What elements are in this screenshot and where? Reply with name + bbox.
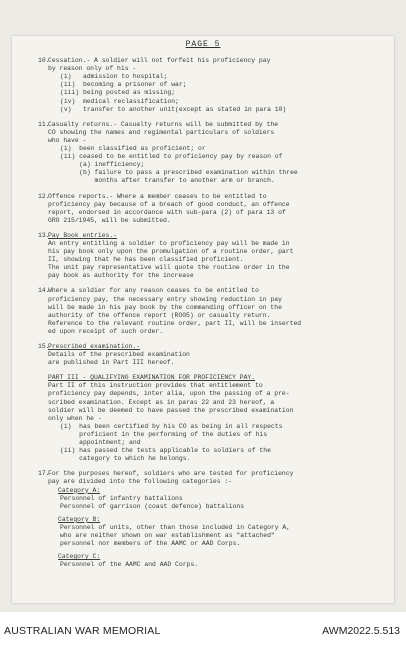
category-line: who are neither shown on war establishment as "attached"	[60, 531, 275, 539]
paragraph-number: 10.	[38, 57, 50, 65]
list-item: proficient in the performing of the duties of his	[60, 430, 268, 438]
spacer	[48, 569, 358, 574]
text-line: will be made in his pay book by the commanding officer on the	[48, 303, 282, 311]
paragraph-number: 17.	[38, 470, 50, 478]
list-item: (i) admission to hospital;	[60, 73, 168, 81]
text-line: The unit pay representative will quote the routine order in the	[48, 264, 290, 272]
category-line: personnel nor members of the AAMC or AAD Corps.	[60, 540, 241, 548]
paragraph	[38, 470, 358, 574]
paragraph	[38, 120, 358, 186]
text-line: proficiency pay because of a breach of good conduct, an offence	[48, 200, 290, 208]
text-line: authority of the offence report (RO05) or casualty return.	[48, 311, 271, 319]
text-line: GRO 215/1945, will be submitted.	[48, 216, 171, 224]
list-item: (ii) becoming a prisoner of war;	[60, 81, 187, 89]
text-line: Offence reports.- Where a member ceases to be entitled to	[48, 192, 267, 200]
archive-name: AUSTRALIAN WAR MEMORIAL	[4, 625, 161, 637]
list-item: (v) transfer to another unit(except as stated in para 10)	[60, 105, 287, 113]
paragraph	[38, 231, 358, 281]
text-line: Cessation.- A soldier will not forfeit his proficiency pay	[48, 57, 271, 65]
page-title: PAGE 5	[185, 40, 221, 49]
list-item: (i) been classified as proficient; or	[60, 145, 206, 153]
text-line: An entry entitling a soldier to proficiency pay will be made in	[48, 239, 290, 247]
text-line: proficiency pay, the necessary entry showing reduction in pay	[48, 295, 282, 303]
category-line: Personnel of garrison (coast defence) battalions	[60, 502, 245, 510]
text-line: For the purposes hereof, soldiers who are tested for proficiency	[48, 470, 294, 478]
text-line: are published in Part III hereof.	[48, 359, 175, 367]
paragraph	[38, 287, 358, 336]
paragraph-number: 11.	[38, 120, 50, 128]
paragraph-list	[38, 57, 358, 574]
category-line: Personnel of infantry battalions	[60, 494, 183, 502]
text-line: Details of the prescribed examination	[48, 351, 190, 359]
category-line: Personnel of units, other than those included in Category A,	[60, 523, 291, 531]
list-item: (iii) being posted as missing;	[60, 89, 176, 97]
list-item: appointment; and	[60, 439, 141, 447]
paragraph	[38, 57, 358, 114]
text-line: scribed examination. Except as in paras 22 and 23 hereof, a	[48, 398, 275, 406]
category-title: Category C:	[58, 553, 101, 561]
paragraph-number: 14.	[38, 287, 50, 295]
paragraph-heading: PART III - QUALIFYING EXAMINATION FOR PROFICIENCY PAY.	[48, 374, 256, 382]
list-item: (ii) has passed the tests applicable to soldiers of the	[60, 447, 271, 455]
text-line: only when he -	[48, 414, 102, 422]
text-line: CO showing the names and regimental particulars of soldiers	[48, 128, 275, 136]
text-line: by reason only of his -	[48, 65, 137, 73]
list-item: (b) failure to pass a prescribed examination within three	[60, 169, 298, 177]
text-line: his pay book only upon the promulgation of a routine order, part	[48, 248, 294, 256]
list-item: months after transfer to another arm or branch.	[60, 177, 275, 185]
text-line: pay are divided into the following categories :-	[48, 478, 233, 486]
category-title: Category A:	[58, 486, 101, 494]
text-line: Casualty returns.- Casualty returns will be submitted by the	[48, 120, 279, 128]
paragraph-heading: Pay Book entries.-	[48, 231, 118, 239]
paragraph	[38, 343, 358, 367]
text-line: Reference to the relevant routine order, part II, will be inserted	[48, 319, 302, 327]
category-title: Category B:	[58, 515, 101, 523]
list-item: (i) has been certified by his CO as being in all respects	[60, 422, 283, 430]
paragraph-heading: Prescribed examination.-	[48, 343, 141, 350]
text-line: who have -	[48, 136, 87, 144]
archive-footer	[0, 612, 406, 653]
category-line: Personnel of the AAMC and AAD Corps.	[60, 561, 199, 569]
paragraph	[48, 374, 358, 463]
paragraph	[38, 192, 358, 225]
paragraph-number: 12.	[38, 192, 50, 200]
text-line: report, endorsed in accordance with sub-para (2) of para 13 of	[48, 208, 286, 216]
text-line: II, showing that he has been classified proficient.	[48, 256, 244, 264]
text-line: pay book as authority for the increase	[48, 272, 194, 280]
list-item: category to which he belongs.	[60, 455, 191, 463]
text-line: Where a soldier for any reason ceases to be entitled to	[48, 287, 259, 295]
list-item: (a) inefficiency;	[60, 161, 145, 169]
text-line: proficiency pay depends, inter alia, upon the passing of a pre-	[48, 390, 290, 398]
text-line: soldier will be deemed to have passed the prescribed examination	[48, 406, 294, 414]
paragraph-number: 15.	[38, 343, 50, 350]
text-line: ed upon receipt of such order.	[48, 327, 164, 335]
archive-reference: AWM2022.5.513	[322, 625, 400, 637]
text-line: Part II of this instruction provides that entitlement to	[48, 382, 263, 390]
paragraph-number: 13.	[38, 231, 50, 239]
list-item: (iv) medical reclassification;	[60, 97, 179, 105]
document-content	[38, 40, 358, 581]
list-item: (ii) ceased to be entitled to proficiency pay by reason of	[60, 153, 283, 161]
